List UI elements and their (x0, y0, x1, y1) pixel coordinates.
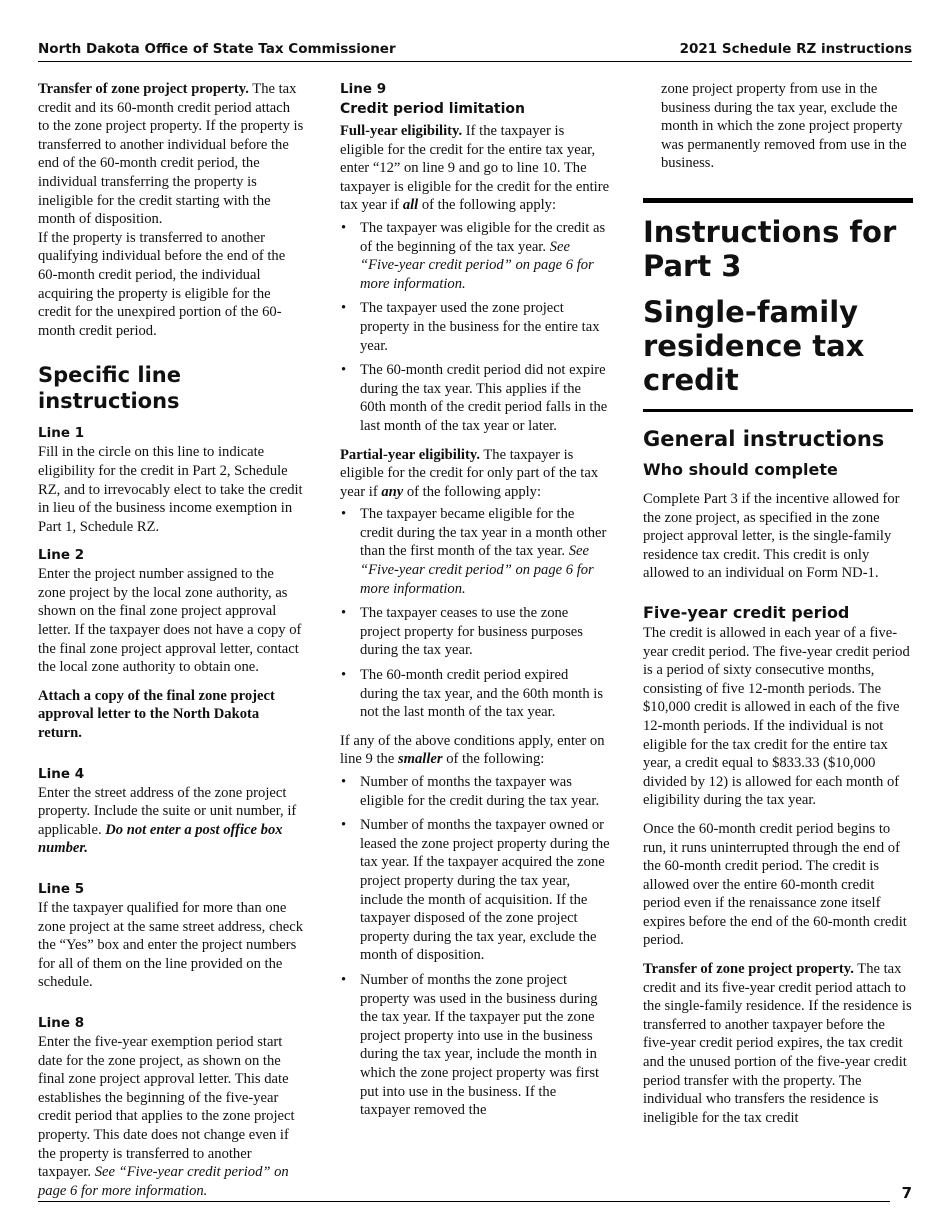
conditions-paragraph: If any of the above conditions apply, enter on line 9 the smaller of the following: (340, 732, 605, 768)
column-2 (340, 80, 610, 1126)
line-4-text: Enter the street address of the zone project property. Include the suite or unit number, if applicable. Do not enter a post office box number. (38, 784, 297, 857)
header-rule (38, 61, 912, 62)
header-agency: North Dakota Office of State Tax Commissioner (38, 41, 396, 57)
transfer-text: The tax credit and its 60-month credit period attach to the zone project property. If the property is transferred to another individual before the end of the 60-month credit period, the individual transferring the property is ineligible for the credit starting with the month of disposition. (38, 81, 304, 228)
column-1 (38, 80, 304, 1200)
full-year-conditions-list (340, 219, 610, 436)
five-year-text-1: The credit is allowed in each year of a five-year credit period. The five-year credit period is a period of sixty consecutive months, consisting of five 12-month periods. The $10,000 credit is allowed in each of the five 12-month periods. If the individual is not eligible for the tax credit for the entire tax year, a credit equal to $833.33 ($10,000 divided by 12) is allowed for each month of eligibility during the tax year. (643, 624, 910, 809)
five-year-text-2: Once the 60-month credit period begins to run, it runs uninterrupted through the end of the 60-month credit period. The credit is allowed over the entire 60-month credit period even if the renaissance zone itself expires before the end of the 60-month credit period. (643, 820, 907, 949)
specific-line-instructions-heading: Specific line instructions (38, 363, 181, 414)
line-8-reference: See “Five-year credit period” on page 6 for more information. (38, 1164, 289, 1199)
full-year-paragraph: Full-year eligibility. If the taxpayer is eligible for the credit for the entire tax year, enter “12” on line 9 and go to line 10. The taxpayer is eligible for the credit for the entire tax year if all of the following apply: (340, 123, 610, 214)
part-3-heading: Instructions for Part 3 (643, 215, 897, 283)
credit-period-limitation-heading: Credit period limitation (340, 101, 525, 117)
line-2-heading: Line 2 (38, 547, 85, 564)
who-should-complete-heading: Who should complete (643, 460, 838, 479)
general-instructions-heading: General instructions (643, 427, 885, 451)
list-item: • Number of months the zone project property was used in the business during the tax year. If the taxpayer put the zone project property into use in the business during the tax year, include the month in which the zone project property was first put into use in the business. If the taxpayer removed the (341, 971, 600, 1119)
list-item: • The taxpayer became eligible for the credit during the tax year in a month other than the first month of the tax year. See “Five-year credit period” on page 6 for more information. (341, 506, 607, 597)
list-item: • The 60-month credit period expired during the tax year, and the 60th month is not the last month of the tax year. (341, 667, 603, 721)
list-item: • The taxpayer was eligible for the credit as of the beginning of the tax year. See “Five-year credit period” on page 6 for more information. (341, 219, 606, 292)
single-family-heading: Single-family residence tax credit (643, 295, 865, 397)
line-1-text: Fill in the circle on this line to indicate eligibility for the credit in Part 2, Schedule RZ, and to irrevocably elect to take the credit in lieu of the business income exemption in Part 1, Schedule RZ. (38, 444, 303, 535)
list-item: • The 60-month credit period did not expire during the tax year. This applies if the 60th month of the credit period falls in the last month of the tax year or later. (341, 362, 608, 434)
part-3-top-rule (643, 198, 913, 203)
transfer-zone-property-paragraph: Transfer of zone project property. The tax credit and its five-year credit period attach to the single-family residence. If the residence is transferred to another taxpayer before the five-year credit period expires, the tax credit and the unused portion of the five-year credit period transfer with the property. The individual who transfers the residence is ineligible for the tax credit (643, 961, 912, 1126)
header-document-title: 2021 Schedule RZ instructions (679, 41, 912, 57)
line-5-heading: Line 5 (38, 881, 85, 897)
list-item: • The taxpayer used the zone project property in the business for the entire tax year. (341, 300, 600, 354)
transfer-paragraph-2: If the property is transferred to another qualifying individual before the end of the 60-month credit period, the individual acquiring the property is eligible for the credit for the unexpired portion of the 60-month credit period. (38, 229, 286, 339)
list-item: • The taxpayer ceases to use the zone project property for business purposes during the tax year. (341, 605, 583, 659)
smaller-of-list (340, 773, 610, 1120)
who-should-complete-text: Complete Part 3 if the incentive allowed for the zone project, as specified in the zone project approval letter, is the single-family residence tax credit. This credit is only allowed to an individual on Form ND-1. (643, 491, 900, 582)
partial-year-conditions-list (340, 505, 610, 722)
five-year-credit-period-heading: Five-year credit period (643, 602, 850, 622)
line-8-heading: Line 8 (38, 1014, 85, 1031)
page-number: 7 (901, 1184, 912, 1202)
column-3-continuation (661, 80, 917, 173)
line-8-text: Enter the five-year exemption period start date for the zone project, as shown on the final zone project approval letter. This date establishes the beginning of the five-year credit period that applies to the zone project property. This date does not change even if the property is transferred to another taxpayer. See “Five-year credit period” on page 6 for more information. (38, 1033, 295, 1199)
line-5-text: If the taxpayer qualified for more than one zone project at the same street address, check the “Yes” box and enter the project numbers for all of them on the line provided on the schedule. (38, 900, 303, 991)
line-2-attach-note: Attach a copy of the final zone project approval letter to the North Dakota return. (38, 687, 275, 742)
line-4-heading: Line 4 (38, 765, 85, 782)
partial-year-paragraph: Partial-year eligibility. The taxpayer is eligible for the credit for only part of the tax year if any of the following apply: (340, 446, 599, 500)
list-item: • Number of months the taxpayer owned or leased the zone project property during the tax year. If the taxpayer acquired the zone project property during the tax year, include the month of acquisition. If the taxpayer disposed of the zone project property during the tax year, exclude the month of disposition. (341, 817, 610, 964)
line-9-heading: Line 9 (340, 81, 387, 97)
part-3-bottom-rule (643, 409, 913, 412)
transfer-lead: Transfer of zone project property. (38, 81, 249, 97)
line-1-heading: Line 1 (38, 425, 85, 442)
continued-text: zone project property from use in the business during the tax year, exclude the month in which the zone project property was permanently removed from use in the business. (661, 81, 907, 172)
transfer-paragraph (38, 80, 304, 229)
line-4-warning: Do not enter a post office box number. (38, 821, 283, 857)
list-item: • Number of months the taxpayer was eligible for the credit during the tax year. (341, 774, 600, 809)
line-2-text: Enter the project number assigned to the zone project by the local zone authority, as shown on the final zone project approval letter. If the taxpayer does not have a copy of the final zone project approval letter, contact the local zone authority to obtain one. (38, 566, 302, 676)
column-3 (643, 172, 913, 1127)
footer-rule (38, 1201, 890, 1202)
